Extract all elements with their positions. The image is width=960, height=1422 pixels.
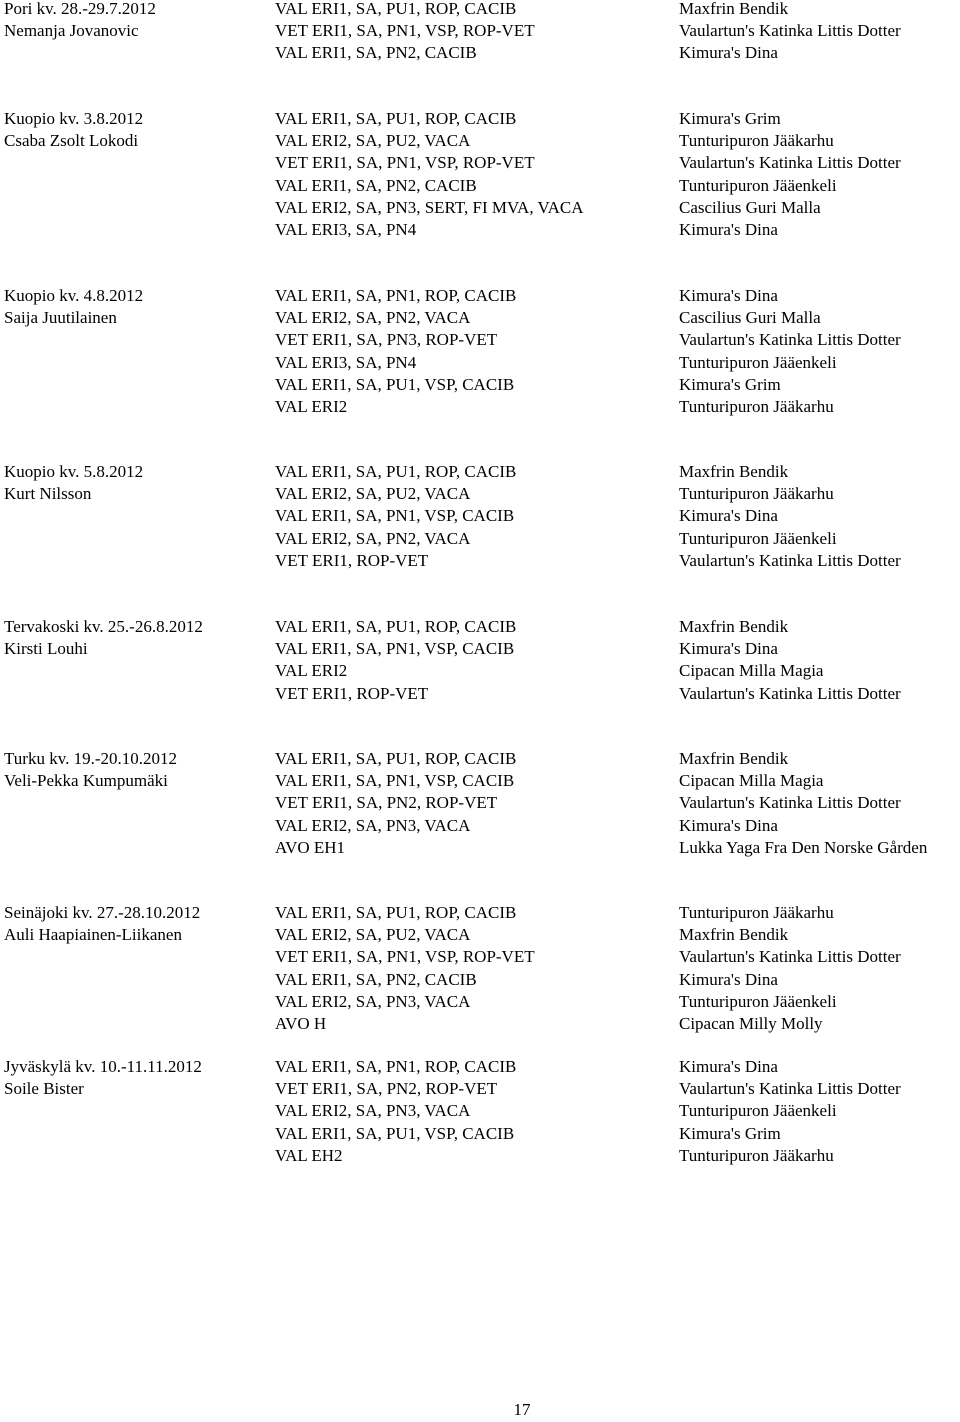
show-block <box>0 285 960 418</box>
result-row <box>0 528 960 550</box>
dog-name: Kimura's Grim <box>679 1123 781 1143</box>
award-text: VAL ERI3, SA, PN4 <box>275 219 417 239</box>
result-row <box>0 837 960 859</box>
judge-name: Kurt Nilsson <box>4 484 92 504</box>
award-text: VET ERI1, SA, PN2, ROP-VET <box>275 793 498 813</box>
show-name: Seinäjoki kv. 27.-28.10.2012 <box>4 903 201 922</box>
award-text: VAL ERI1, SA, PU1, ROP, CACIB <box>275 903 517 922</box>
dog-name: Vaulartun's Katinka Littis Dotter <box>679 550 901 570</box>
award-text: VAL ERI2, SA, PU2, VACA <box>275 131 471 151</box>
award-text: VAL ERI1, SA, PU1, VSP, CACIB <box>275 1123 515 1143</box>
result-row <box>0 902 960 924</box>
dog-name: Cipacan Milla Magia <box>679 661 824 681</box>
result-row <box>0 815 960 837</box>
show-block <box>0 902 960 1035</box>
result-row <box>0 329 960 351</box>
show-block <box>0 461 960 572</box>
result-row <box>0 1078 960 1100</box>
result-row <box>0 175 960 197</box>
award-text: VET ERI1, SA, PN1, VSP, ROP-VET <box>275 153 535 173</box>
award-text: VAL ERI1, SA, PU1, ROP, CACIB <box>275 109 517 128</box>
dog-name: Vaulartun's Katinka Littis Dotter <box>679 21 901 41</box>
judge-name: Kirsti Louhi <box>4 639 88 659</box>
result-row <box>0 307 960 329</box>
result-row <box>0 748 960 770</box>
award-text: VAL ERI3, SA, PN4 <box>275 352 417 372</box>
award-text: VET ERI1, SA, PN1, VSP, ROP-VET <box>275 947 535 967</box>
award-text: VAL ERI2, SA, PN3, SERT, FI MVA, VACA <box>275 197 584 217</box>
award-text: VAL ERI2, SA, PN2, VACA <box>275 308 471 328</box>
show-name: Jyväskylä kv. 10.-11.11.2012 <box>4 1057 202 1076</box>
dog-name: Maxfrin Bendik <box>679 749 789 768</box>
award-text: VAL ERI2, SA, PN3, VACA <box>275 815 471 835</box>
result-row <box>0 770 960 792</box>
result-row <box>0 42 960 64</box>
result-row <box>0 1145 960 1167</box>
dog-name: Kimura's Grim <box>679 109 781 128</box>
dog-name: Vaulartun's Katinka Littis Dotter <box>679 330 901 350</box>
judge-name: Auli Haapiainen-Liikanen <box>4 925 182 945</box>
dog-name: Cipacan Milly Molly <box>679 1013 823 1033</box>
result-row <box>0 1123 960 1145</box>
award-text: VAL ERI2 <box>275 661 348 681</box>
show-name: Turku kv. 19.-20.10.2012 <box>4 749 178 768</box>
award-text: VAL ERI1, SA, PN2, CACIB <box>275 969 477 989</box>
dog-name: Tunturipuron Jääkarhu <box>679 903 834 922</box>
award-text: VET ERI1, SA, PN3, ROP-VET <box>275 330 498 350</box>
award-text: VET ERI1, ROP-VET <box>275 550 429 570</box>
result-row <box>0 660 960 682</box>
show-block <box>0 1056 960 1167</box>
dog-name: Cascilius Guri Malla <box>679 197 821 217</box>
dog-name: Maxfrin Bendik <box>679 617 789 636</box>
result-row <box>0 550 960 572</box>
judge-name: Soile Bister <box>4 1079 84 1099</box>
dog-name: Kimura's Dina <box>679 286 778 305</box>
result-row <box>0 683 960 705</box>
award-text: VAL ERI1, SA, PU1, ROP, CACIB <box>275 0 517 18</box>
dog-name: Tunturipuron Jääenkeli <box>679 352 837 372</box>
result-row <box>0 1056 960 1078</box>
dog-name: Kimura's Dina <box>679 815 778 835</box>
dog-name: Maxfrin Bendik <box>679 462 789 481</box>
award-text: VAL ERI2, SA, PN3, VACA <box>275 991 471 1011</box>
dog-name: Kimura's Dina <box>679 969 778 989</box>
result-row <box>0 352 960 374</box>
award-text: VAL ERI2, SA, PN2, VACA <box>275 528 471 548</box>
dog-name: Cipacan Milla Magia <box>679 771 824 791</box>
result-row <box>0 285 960 307</box>
dog-name: Maxfrin Bendik <box>679 925 789 945</box>
award-text: VAL ERI2, SA, PU2, VACA <box>275 925 471 945</box>
result-row <box>0 0 960 20</box>
result-row <box>0 946 960 968</box>
award-text: VAL ERI2 <box>275 396 348 416</box>
result-row <box>0 20 960 42</box>
dog-name: Kimura's Dina <box>679 1057 778 1076</box>
dog-name: Tunturipuron Jääenkeli <box>679 175 837 195</box>
show-name: Tervakoski kv. 25.-26.8.2012 <box>4 617 203 636</box>
dog-name: Vaulartun's Katinka Littis Dotter <box>679 683 901 703</box>
dog-name: Tunturipuron Jääenkeli <box>679 528 837 548</box>
award-text: VAL ERI1, SA, PN1, VSP, CACIB <box>275 771 515 791</box>
show-block <box>0 748 960 859</box>
result-row <box>0 1013 960 1035</box>
award-text: VAL ERI1, SA, PN1, VSP, CACIB <box>275 506 515 526</box>
show-name: Kuopio kv. 5.8.2012 <box>4 462 144 481</box>
dog-name: Kimura's Grim <box>679 374 781 394</box>
judge-name: Saija Juutilainen <box>4 308 117 328</box>
award-text: VAL ERI1, SA, PN2, CACIB <box>275 175 477 195</box>
result-row <box>0 924 960 946</box>
award-text: VAL ERI1, SA, PU1, ROP, CACIB <box>275 617 517 636</box>
judge-name: Csaba Zsolt Lokodi <box>4 131 139 151</box>
judge-name: Veli-Pekka Kumpumäki <box>4 771 168 791</box>
result-row <box>0 991 960 1013</box>
dog-name: Vaulartun's Katinka Littis Dotter <box>679 1079 901 1099</box>
result-row <box>0 505 960 527</box>
result-row <box>0 197 960 219</box>
dog-name: Kimura's Dina <box>679 43 778 63</box>
award-text: VAL ERI1, SA, PN1, VSP, CACIB <box>275 639 515 659</box>
dog-name: Kimura's Dina <box>679 506 778 526</box>
dog-name: Vaulartun's Katinka Littis Dotter <box>679 947 901 967</box>
result-row <box>0 374 960 396</box>
show-block <box>0 108 960 241</box>
dog-name: Kimura's Dina <box>679 639 778 659</box>
show-block <box>0 616 960 705</box>
result-row <box>0 396 960 418</box>
show-name: Pori kv. 28.-29.7.2012 <box>4 0 156 18</box>
award-text: AVO EH1 <box>275 837 346 857</box>
show-block <box>0 0 960 65</box>
award-text: VET ERI1, SA, PN2, ROP-VET <box>275 1079 498 1099</box>
result-row <box>0 108 960 130</box>
show-name: Kuopio kv. 3.8.2012 <box>4 109 144 128</box>
dog-name: Tunturipuron Jääkarhu <box>679 484 834 504</box>
judge-name: Nemanja Jovanovic <box>4 21 139 41</box>
dog-name: Tunturipuron Jääkarhu <box>679 396 834 416</box>
dog-name: Vaulartun's Katinka Littis Dotter <box>679 793 901 813</box>
award-text: VET ERI1, SA, PN1, VSP, ROP-VET <box>275 21 535 41</box>
award-text: VAL ERI1, SA, PN1, ROP, CACIB <box>275 1057 517 1076</box>
dog-name: Tunturipuron Jääenkeli <box>679 991 837 1011</box>
result-row <box>0 152 960 174</box>
result-row <box>0 461 960 483</box>
award-text: VAL ERI1, SA, PN2, CACIB <box>275 43 477 63</box>
dog-name: Kimura's Dina <box>679 219 778 239</box>
dog-name: Vaulartun's Katinka Littis Dotter <box>679 153 901 173</box>
dog-name: Tunturipuron Jääkarhu <box>679 131 834 151</box>
result-row <box>0 638 960 660</box>
result-row <box>0 969 960 991</box>
award-text: VAL ERI1, SA, PN1, ROP, CACIB <box>275 286 517 305</box>
dog-name: Cascilius Guri Malla <box>679 308 821 328</box>
award-text: VET ERI1, ROP-VET <box>275 683 429 703</box>
show-name: Kuopio kv. 4.8.2012 <box>4 286 144 305</box>
award-text: VAL ERI1, SA, PU1, VSP, CACIB <box>275 374 515 394</box>
result-row <box>0 219 960 241</box>
award-text: VAL ERI2, SA, PN3, VACA <box>275 1101 471 1121</box>
award-text: VAL ERI2, SA, PU2, VACA <box>275 484 471 504</box>
award-text: AVO H <box>275 1013 327 1033</box>
award-text: VAL EH2 <box>275 1145 343 1165</box>
dog-name: Lukka Yaga Fra Den Norske Gården <box>679 837 928 857</box>
dog-name: Tunturipuron Jääkarhu <box>679 1145 834 1165</box>
dog-name: Maxfrin Bendik <box>679 0 789 18</box>
award-text: VAL ERI1, SA, PU1, ROP, CACIB <box>275 462 517 481</box>
result-row <box>0 130 960 152</box>
page-number: 17 <box>513 1400 531 1419</box>
result-row <box>0 616 960 638</box>
result-row <box>0 1100 960 1122</box>
result-row <box>0 483 960 505</box>
award-text: VAL ERI1, SA, PU1, ROP, CACIB <box>275 749 517 768</box>
dog-name: Tunturipuron Jääenkeli <box>679 1101 837 1121</box>
result-row <box>0 792 960 814</box>
